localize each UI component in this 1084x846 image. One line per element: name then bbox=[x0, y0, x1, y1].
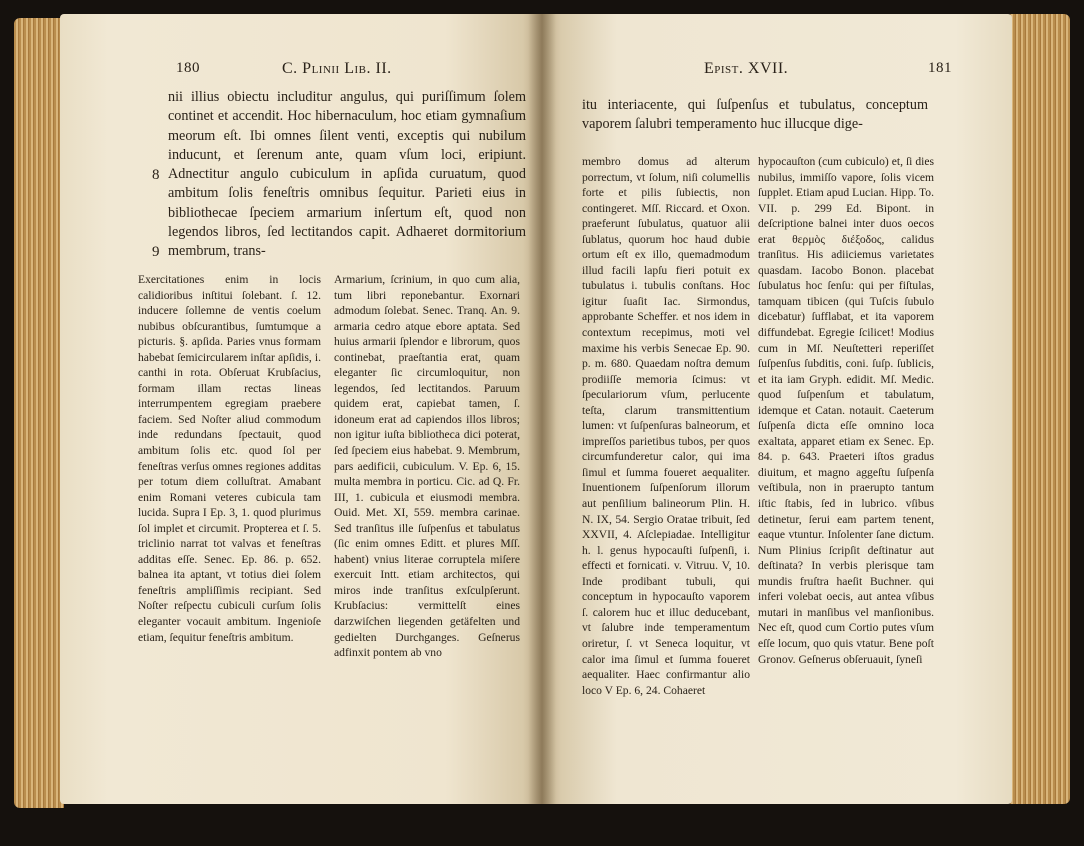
left-page-number: 180 bbox=[176, 60, 200, 76]
left-running-title: C. Plinii Lib. II. bbox=[282, 60, 392, 77]
margin-number-8: 8 bbox=[152, 167, 160, 183]
right-running-title: Epist. XVII. bbox=[704, 60, 789, 77]
left-notes-column-1: Exercitationes enim in locis calidioribus inſtitui ſolebant. ſ. 12. inducere ſollemne de ventis coelum nubibus obſcurantibus, ſumtumque a picturis. §. apſida. Paries vnus formam habebat ſemicircularem inſtar apſidis, i. canthi in rota. Obſeruat Krubſacius, formam illam rectas lineas interrumpentem egregiam praebere faciem. Sed Noſter aliud commodum inde redundans ſpectauit, quod ambitum ſolis etc. quod ſol per feneſtras verſus omnes regiones additas per totum diem colluſtrat. Amabant enim Romani veteres cubicula tam lucida. Supra I Ep. 3, 1. quod plurimus ſol implet et circumit. Propterea et ſ. 5. triclinio narrat tot valvas et feneſtras additas eſſe. Senec. Ep. 86. p. 652. balnea ita aptant, vt totius diei ſolem feneſtris ampliſſimis recipiant. Sed Noſter reſpectu cubiculi curſum ſolis eleganter vocauit ambitum. Ingenioſe etiam, ſequitur feneſtris ambitum. bbox=[138, 273, 321, 644]
left-notes-column-2: Armarium, ſcrinium, in quo cum alia, tum libri reponebantur. Exornari admodum ſolebat. Senec. Tranq. An. 9. armaria cedro atque ebore aptata. Sed huius armarii ſplendor e librorum, quos continebat, praeſtantia erat, quam eleganter ſic circumloquitur, non legendos, ſed lectitandos. Paruum quidem erat, capiebat tamen, ſ. idoneum erat ad capiendos illos libros; non igitur iuſta bibliotheca dici poterat, ſed ſpeciem eius habebat. 9. Membrum, pars aedificii, cubiculum. V. Ep. 6, 15. multa membra in porticu. Cic. ad Q. Fr. III, 1. cubicula et eiusmodi membra. Ouid. Met. XI, 559. membra carinae. Sed tranſitus ille ſuſpenſus et tabulatus (ſic enim omnes Editt. et plures Mſſ. habent) vnius literae corruptela miſere exercuit Intt. etiam architectos, qui miros inde tranſitus exſculpſerunt. Krubſacius: vermittelſt eines darzwiſchen liegenden getäfelten und gedielten Durchganges. Geſnerus adfinxit pontem ab vno bbox=[334, 273, 520, 660]
right-notes-column-1: membro domus ad alterum porrectum, vt ſolum, niſi columellis forte et pilis ſubiectis, non contingeret. Mſſ. Riccard. et Oxon. praeferunt ſubulatus, quatuor alii ſublatus, quorum hoc haud dubie ortum eſt ex illo, quemadmodum illud facili lapſu fieri potuit ex tubulatus i. tubulis conſtans. Hoc igitur ſuaſit Iac. Sirmondus, approbante Scheffer. et nos idem in contextum recepimus, moti vel maxime his verbis Senecae Ep. 90. p. m. 680. Quaedam noſtra demum prodiiſſe memoria ſcimus: vt ſpeculariorum vſum, perlucente teſta, clarum transmittentium lumen: vt ſuſpenſuras balneorum, et impreſſos parietibus tubos, per quos circumfunderetur calor, qui ima ſimul et ſumma foueret aequaliter. Inuentionem ſuſpenſorum illorum aut penſilium balineorum Plin. H. N. IX, 54. Sergio Oratae tribuit, ſed XXVII, 4. Aſclepiadae. Intelligitur h. l. genus hypocauſti ſuſpenſi, i. effecti et fornicati. v. Vitruu. V, 10. Inde prodibant tubuli, qui conceptum in hypocauſto vaporem ſ. calorem huc et illuc deducebant, vt ſalubre inde temperamentum oriretur, ſ. vt Seneca loquitur, vt calor ima ſimul et ſumma foueret aequaliter. Haec confirmantur alio loco V Ep. 6, 24. Cohaeret bbox=[582, 155, 750, 697]
margin-number-9: 9 bbox=[152, 244, 160, 260]
left-main-text: nii illius obiectu includitur angulus, qui puriſſimum ſolem continet et accendit. Hoc hibernaculum, hoc etiam gymnaſium meorum eſt. Ibi omnes ſilent venti, exceptis qui nubilum inducunt, et ſerenum ante, quam vſum loci, eripiunt. Adnectitur angulo cubiculum in apſida curuatum, quod ambitum ſolis feneſtris omnibus ſequitur. Parieti eius in bibliothecae ſpeciem armarium inſertum eſt, quod non legendos libros, ſed lectitandos capit. Adhaeret dormitorium membrum, trans- bbox=[168, 89, 526, 260]
right-page bbox=[542, 14, 1012, 804]
left-page-edges bbox=[14, 18, 64, 808]
left-page bbox=[60, 14, 542, 804]
book-gutter bbox=[528, 14, 556, 804]
right-main-text: itu interiacente, qui ſuſpenſus et tubulatus, conceptum vaporem ſalubri temperamento huc illucque dige- bbox=[582, 97, 928, 133]
right-notes-column-2: hypocauſton (cum cubiculo) et, ſi dies nubilus, immiſſo vapore, ſolis vicem ſupplet. Etiam apud Lucian. Hipp. To. VII. p. 299 Ed. Bipont. in deſcriptione balnei inter duos oecos erat θερμὸς διέξοδος, calidus tranſitus. His adiiciemus varietates quasdam. Iacobo Bonon. placebat ſubulatus hoc ſenſu: qui per fiſtulas, tamquam tibicen (qui Tuſcis ſubulo dicebatur) ſufflabat, et ita vaporem diffundebat. Egregie ſcilicet! Modius cum in Mſ. Neuſtetteri reperiſſet ſuſpenſus ſubditis, coni. ſuſp. ſublicis, et ita iam Gryph. edidit. Mſ. Medic. quod ſuſpenſum et tabulatum, idemque et Catan. notauit. Caeterum ſuſpenſa dicta eſſe omnino loca exaltata, apparet etiam ex Senec. Ep. 84. p. 643. Praeteri iſtos gradus diuitum, et magno aggeſtu ſuſpenſa veſtibula, non in praerupto tantum iſtic ſtabis, ſed in lubrico. vſibus detinetur, ſerui eam partem tenent, eaque vtuntur. Inſolenter ſane dictum. Num Plinius ſcripſit deſtinatur aut deſtinata? In verbis plerisque tam mundis fruſtra haeſit Buchner. qui inferi volebat oecis, aut antea vſibus mutari in manſibus vel manſionibus. Nec eſt, quod cum Cortio putes vſum eſſe locum, quo quis vtatur. Bene poſt Gronov. Geſnerus obſeruauit, ſyneſi bbox=[758, 155, 934, 666]
right-page-edges bbox=[1010, 14, 1070, 804]
right-page-number: 181 bbox=[928, 60, 952, 76]
